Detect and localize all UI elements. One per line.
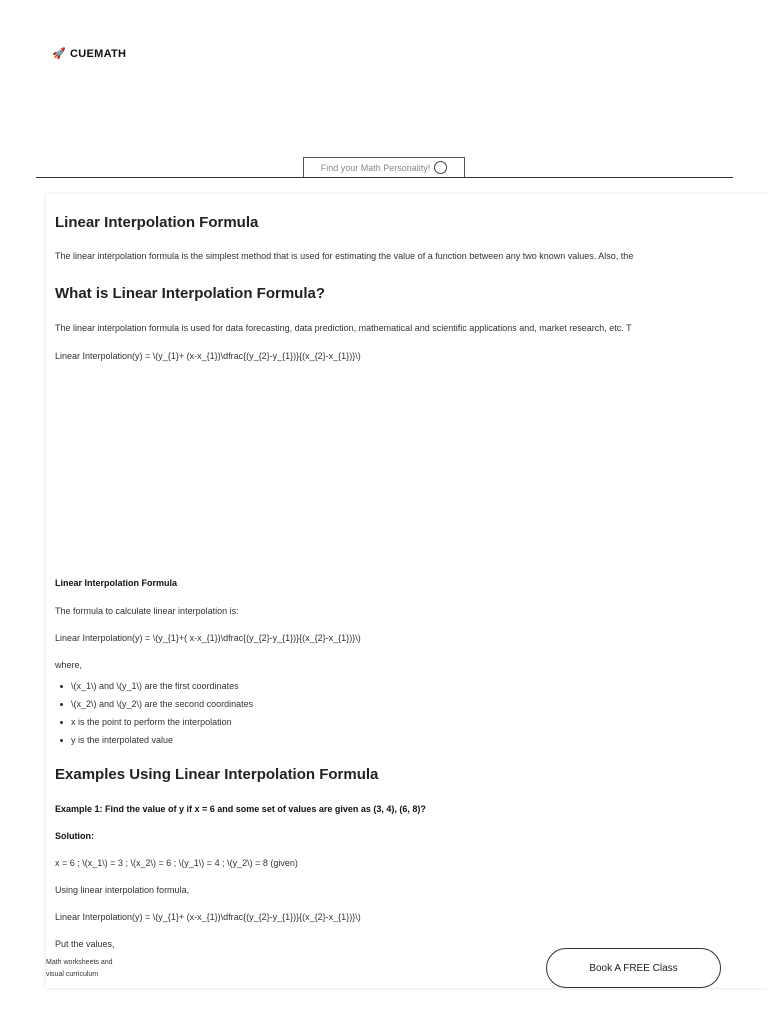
article-card xyxy=(46,194,768,988)
using-formula-text: Using linear interpolation formula, xyxy=(55,885,190,895)
given-values: x = 6 ; \(x_1\) = 3 ; \(x_2\) = 6 ; \(y_1\) = 4 ; \(y_2\) = 8 (given) xyxy=(55,858,298,868)
formula-subheading: Linear Interpolation Formula xyxy=(55,578,178,588)
section-heading-what-is: What is Linear Interpolation Formula? xyxy=(55,285,326,302)
intro-paragraph: The linear interpolation formula is the simplest method that is used for estimating the value of a function between any two known values. Also, the xyxy=(55,251,634,261)
formula-intro: The formula to calculate linear interpolation is: xyxy=(55,606,239,616)
circle-icon xyxy=(434,161,447,174)
math-personality-button[interactable] xyxy=(303,157,465,177)
put-values-text: Put the values, xyxy=(55,939,115,949)
list-item: y is the interpolated value xyxy=(55,735,253,753)
logo-text: CUEMATH xyxy=(70,48,127,60)
footnote-line: Math worksheets and xyxy=(46,959,113,966)
list-item: \(x_1\) and \(y_1\) are the first coordinates xyxy=(55,681,253,699)
footnote-line: visual curriculum xyxy=(46,971,99,978)
rocket-icon: 🚀 xyxy=(52,47,66,60)
formula-line-2: Linear Interpolation(y) = \(y_{1}+( x-x_{1})\dfrac{(y_{2}-y_{1})}{(x_{2}-x_{1})}\) xyxy=(55,633,361,643)
list-item: x is the point to perform the interpolation xyxy=(55,717,253,735)
header-divider xyxy=(36,177,733,178)
book-free-class-button[interactable] xyxy=(546,948,721,988)
where-label: where, xyxy=(55,660,83,670)
footer-footnote xyxy=(46,957,136,981)
definitions-list xyxy=(55,681,253,753)
cuemath-logo[interactable] xyxy=(52,48,126,60)
formula-line: Linear Interpolation(y) = \(y_{1}+ (x-x_{1})\dfrac{(y_{2}-y_{1})}{(x_{2}-x_{1})}\) xyxy=(55,351,361,361)
section1-paragraph: The linear interpolation formula is used for data forecasting, data prediction, mathematical and scientific applications and, market research, etc. T xyxy=(55,323,632,333)
example1-question: Example 1: Find the value of y if x = 6 and some set of values are given as (3, 4), (6, 8)? xyxy=(55,804,426,814)
formula-line-3: Linear Interpolation(y) = \(y_{1}+ (x-x_{1})\dfrac{(y_{2}-y_{1})}{(x_{2}-x_{1})}\) xyxy=(55,912,361,922)
list-item: \(x_2\) and \(y_2\) are the second coordinates xyxy=(55,699,253,717)
solution-label: Solution: xyxy=(55,831,94,841)
book-free-class-label: Book A FREE Class xyxy=(589,962,678,974)
examples-heading: Examples Using Linear Interpolation Formula xyxy=(55,766,379,783)
article-title: Linear Interpolation Formula xyxy=(55,214,259,231)
math-personality-label: Find your Math Personality! xyxy=(320,162,431,173)
